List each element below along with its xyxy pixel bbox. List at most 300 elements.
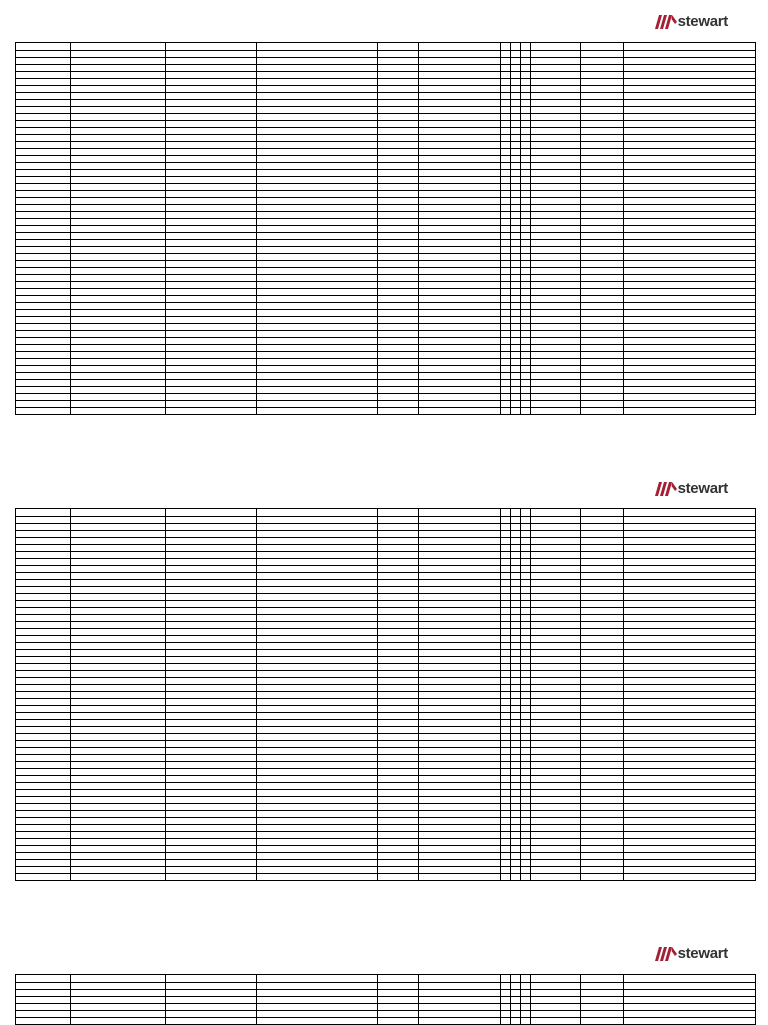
table-row	[16, 324, 756, 331]
table-cell	[501, 762, 511, 769]
table-cell	[378, 853, 419, 860]
table-cell	[166, 135, 257, 142]
table-cell	[71, 254, 166, 261]
table-cell	[166, 657, 257, 664]
table-row	[16, 727, 756, 734]
table-cell	[501, 380, 511, 387]
table-cell	[511, 317, 521, 324]
table-cell	[16, 531, 71, 538]
table-cell	[521, 170, 531, 177]
table-row	[16, 566, 756, 573]
table-cell	[501, 699, 511, 706]
table-row	[16, 65, 756, 72]
table-cell	[16, 509, 71, 517]
table-cell	[521, 531, 531, 538]
table-cell	[521, 219, 531, 226]
table-row	[16, 832, 756, 839]
table-cell	[521, 58, 531, 65]
table-cell	[71, 177, 166, 184]
table-cell	[378, 149, 419, 156]
table-cell	[531, 128, 581, 135]
table-cell	[257, 43, 378, 51]
table-cell	[511, 1011, 521, 1018]
table-row	[16, 545, 756, 552]
table-cell	[16, 163, 71, 170]
table-cell	[16, 254, 71, 261]
table-cell	[531, 268, 581, 275]
table-cell	[71, 706, 166, 713]
table-cell	[521, 156, 531, 163]
table-cell	[378, 990, 419, 997]
table-cell	[419, 282, 501, 289]
table-cell	[257, 615, 378, 622]
table-cell	[531, 643, 581, 650]
table-cell	[71, 345, 166, 352]
table-cell	[521, 380, 531, 387]
table-cell	[624, 811, 756, 818]
table-cell	[511, 163, 521, 170]
table-cell	[378, 762, 419, 769]
table-cell	[71, 135, 166, 142]
table-cell	[624, 601, 756, 608]
table-cell	[71, 846, 166, 853]
table-cell	[378, 43, 419, 51]
stewart-logo-text: stewart	[677, 480, 728, 497]
table-cell	[511, 43, 521, 51]
table-cell	[378, 699, 419, 706]
table-cell	[521, 310, 531, 317]
table-cell	[511, 552, 521, 559]
table-cell	[166, 282, 257, 289]
table-cell	[521, 198, 531, 205]
table-row	[16, 1011, 756, 1018]
table-cell	[581, 734, 624, 741]
table-cell	[531, 975, 581, 983]
table-cell	[378, 324, 419, 331]
table-cell	[419, 198, 501, 205]
table-cell	[378, 359, 419, 366]
table-cell	[501, 860, 511, 867]
table-cell	[531, 254, 581, 261]
table-row	[16, 818, 756, 825]
table-cell	[531, 678, 581, 685]
table-cell	[257, 727, 378, 734]
table-cell	[581, 128, 624, 135]
table-cell	[531, 352, 581, 359]
table-cell	[501, 811, 511, 818]
table-cell	[419, 755, 501, 762]
table-cell	[501, 692, 511, 699]
table-cell	[581, 997, 624, 1004]
table-cell	[378, 170, 419, 177]
table-cell	[501, 846, 511, 853]
table-cell	[419, 72, 501, 79]
table-cell	[378, 587, 419, 594]
table-cell	[521, 643, 531, 650]
table-cell	[378, 811, 419, 818]
table-cell	[419, 867, 501, 874]
table-cell	[531, 699, 581, 706]
table-cell	[511, 797, 521, 804]
table-cell	[624, 394, 756, 401]
table-row	[16, 783, 756, 790]
table-row	[16, 713, 756, 720]
table-cell	[501, 573, 511, 580]
table-cell	[257, 531, 378, 538]
table-cell	[166, 720, 257, 727]
table-cell	[257, 72, 378, 79]
table-cell	[531, 93, 581, 100]
table-cell	[257, 699, 378, 706]
table-row	[16, 657, 756, 664]
table-cell	[166, 846, 257, 853]
table-cell	[511, 170, 521, 177]
table-cell	[624, 219, 756, 226]
table-cell	[624, 776, 756, 783]
table-cell	[16, 58, 71, 65]
table-cell	[521, 629, 531, 636]
table-cell	[378, 531, 419, 538]
table-cell	[166, 366, 257, 373]
table-cell	[531, 867, 581, 874]
table-row	[16, 86, 756, 93]
table-cell	[419, 825, 501, 832]
table-cell	[419, 545, 501, 552]
table-cell	[501, 517, 511, 524]
table-cell	[624, 685, 756, 692]
table-cell	[531, 107, 581, 114]
table-cell	[624, 762, 756, 769]
table-cell	[257, 93, 378, 100]
table-cell	[531, 755, 581, 762]
table-cell	[531, 289, 581, 296]
table-cell	[624, 860, 756, 867]
table-cell	[511, 846, 521, 853]
table-cell	[531, 706, 581, 713]
table-cell	[521, 538, 531, 545]
table-row	[16, 359, 756, 366]
table-cell	[624, 338, 756, 345]
table-cell	[501, 629, 511, 636]
table-cell	[521, 650, 531, 657]
table-cell	[257, 671, 378, 678]
table-cell	[581, 156, 624, 163]
table-cell	[16, 93, 71, 100]
table-cell	[531, 650, 581, 657]
table-cell	[378, 846, 419, 853]
table-row	[16, 366, 756, 373]
table-cell	[166, 121, 257, 128]
table-cell	[624, 790, 756, 797]
table-cell	[624, 121, 756, 128]
table-cell	[16, 156, 71, 163]
table-cell	[624, 184, 756, 191]
table-cell	[581, 545, 624, 552]
table-cell	[71, 797, 166, 804]
table-cell	[419, 975, 501, 983]
table-cell	[419, 338, 501, 345]
table-cell	[501, 401, 511, 408]
table-cell	[581, 345, 624, 352]
table-cell	[419, 303, 501, 310]
table-cell	[166, 734, 257, 741]
table-cell	[501, 524, 511, 531]
table-cell	[16, 853, 71, 860]
table-cell	[378, 622, 419, 629]
table-cell	[624, 587, 756, 594]
table-cell	[419, 177, 501, 184]
table-cell	[511, 853, 521, 860]
table-cell	[378, 408, 419, 415]
table-cell	[501, 240, 511, 247]
table-cell	[531, 142, 581, 149]
table-cell	[419, 685, 501, 692]
table-cell	[257, 734, 378, 741]
table-cell	[419, 163, 501, 170]
table-cell	[624, 657, 756, 664]
table-cell	[624, 79, 756, 86]
table-cell	[531, 170, 581, 177]
table-cell	[501, 975, 511, 983]
table-cell	[581, 240, 624, 247]
table-cell	[419, 1018, 501, 1025]
table-cell	[71, 867, 166, 874]
table-cell	[624, 275, 756, 282]
table-cell	[257, 51, 378, 58]
table-cell	[511, 282, 521, 289]
table-cell	[419, 184, 501, 191]
table-cell	[166, 853, 257, 860]
table-cell	[521, 776, 531, 783]
table-cell	[419, 804, 501, 811]
table-cell	[501, 727, 511, 734]
table-cell	[511, 219, 521, 226]
table-cell	[166, 983, 257, 990]
table-cell	[501, 1018, 511, 1025]
table-cell	[71, 629, 166, 636]
table-cell	[16, 650, 71, 657]
table-cell	[521, 734, 531, 741]
table-cell	[257, 401, 378, 408]
table-cell	[257, 163, 378, 170]
table-cell	[257, 198, 378, 205]
table-cell	[71, 114, 166, 121]
table-cell	[511, 706, 521, 713]
table-cell	[166, 324, 257, 331]
table-cell	[521, 727, 531, 734]
table-cell	[378, 212, 419, 219]
table-cell	[257, 100, 378, 107]
table-row	[16, 650, 756, 657]
table-cell	[624, 142, 756, 149]
table-row	[16, 149, 756, 156]
table-cell	[521, 783, 531, 790]
table-cell	[581, 1004, 624, 1011]
table-cell	[257, 324, 378, 331]
table-cell	[501, 594, 511, 601]
table-cell	[521, 545, 531, 552]
table-cell	[419, 93, 501, 100]
table-cell	[71, 643, 166, 650]
table-cell	[71, 93, 166, 100]
table-cell	[71, 741, 166, 748]
table-cell	[257, 114, 378, 121]
table-header-row	[16, 975, 756, 983]
table-cell	[624, 509, 756, 517]
table-cell	[581, 1018, 624, 1025]
table-cell	[71, 261, 166, 268]
table-cell	[166, 65, 257, 72]
table-cell	[511, 373, 521, 380]
table-cell	[166, 408, 257, 415]
table-cell	[257, 983, 378, 990]
table-cell	[501, 121, 511, 128]
table-cell	[71, 86, 166, 93]
table-cell	[531, 720, 581, 727]
table-cell	[511, 657, 521, 664]
table-cell	[531, 629, 581, 636]
table-cell	[521, 233, 531, 240]
table-cell	[624, 615, 756, 622]
table-cell	[166, 975, 257, 983]
table-cell	[531, 573, 581, 580]
table-cell	[378, 310, 419, 317]
table-cell	[16, 72, 71, 79]
table-cell	[71, 380, 166, 387]
table-cell	[624, 128, 756, 135]
table-cell	[71, 874, 166, 881]
table-cell	[257, 408, 378, 415]
table-row	[16, 867, 756, 874]
table-cell	[531, 65, 581, 72]
table-cell	[501, 601, 511, 608]
table-cell	[531, 149, 581, 156]
table-cell	[16, 997, 71, 1004]
table-cell	[257, 839, 378, 846]
table-cell	[16, 811, 71, 818]
table-cell	[16, 198, 71, 205]
table-cell	[16, 331, 71, 338]
table-cell	[257, 86, 378, 93]
table-row	[16, 177, 756, 184]
table-cell	[581, 233, 624, 240]
table-cell	[257, 664, 378, 671]
table-row	[16, 559, 756, 566]
table-cell	[257, 552, 378, 559]
table-cell	[419, 170, 501, 177]
table-cell	[511, 1018, 521, 1025]
table-cell	[16, 380, 71, 387]
table-cell	[501, 100, 511, 107]
table-cell	[581, 818, 624, 825]
table-cell	[511, 629, 521, 636]
table-cell	[521, 43, 531, 51]
table-cell	[166, 538, 257, 545]
table-cell	[511, 748, 521, 755]
table-cell	[521, 601, 531, 608]
table-cell	[521, 566, 531, 573]
table-cell	[501, 615, 511, 622]
table-cell	[166, 163, 257, 170]
table-row	[16, 184, 756, 191]
table-cell	[531, 373, 581, 380]
table-cell	[581, 692, 624, 699]
table-cell	[624, 629, 756, 636]
table-cell	[521, 387, 531, 394]
table-cell	[501, 359, 511, 366]
table-cell	[16, 545, 71, 552]
table-cell	[71, 296, 166, 303]
table-cell	[71, 713, 166, 720]
table-header-row	[16, 509, 756, 517]
table-cell	[419, 247, 501, 254]
table-cell	[378, 1004, 419, 1011]
table-row	[16, 51, 756, 58]
table-cell	[166, 517, 257, 524]
table-cell	[166, 380, 257, 387]
table-cell	[501, 755, 511, 762]
table-cell	[624, 107, 756, 114]
table-cell	[16, 839, 71, 846]
table-cell	[16, 748, 71, 755]
table-cell	[257, 345, 378, 352]
table-cell	[419, 552, 501, 559]
table-cell	[624, 170, 756, 177]
table-cell	[166, 615, 257, 622]
table-cell	[581, 776, 624, 783]
table-cell	[16, 114, 71, 121]
table-cell	[624, 93, 756, 100]
table-cell	[501, 331, 511, 338]
table-cell	[71, 825, 166, 832]
table-cell	[531, 282, 581, 289]
table-cell	[521, 608, 531, 615]
table-cell	[71, 408, 166, 415]
table-row	[16, 380, 756, 387]
table-cell	[581, 601, 624, 608]
table-cell	[581, 163, 624, 170]
table-cell	[166, 51, 257, 58]
table-cell	[511, 678, 521, 685]
table-cell	[501, 247, 511, 254]
table-cell	[378, 860, 419, 867]
table-cell	[624, 317, 756, 324]
table-cell	[624, 401, 756, 408]
table-cell	[71, 121, 166, 128]
table-row	[16, 156, 756, 163]
table-cell	[501, 205, 511, 212]
table-cell	[501, 254, 511, 261]
table-cell	[378, 580, 419, 587]
table-row	[16, 524, 756, 531]
table-cell	[16, 128, 71, 135]
table-cell	[419, 706, 501, 713]
table-cell	[521, 692, 531, 699]
table-cell	[624, 990, 756, 997]
table-cell	[624, 177, 756, 184]
table-row	[16, 531, 756, 538]
table-cell	[378, 373, 419, 380]
table-cell	[624, 331, 756, 338]
table-cell	[166, 509, 257, 517]
table-cell	[581, 401, 624, 408]
table-cell	[624, 622, 756, 629]
table-cell	[501, 545, 511, 552]
table-cell	[581, 517, 624, 524]
table-cell	[378, 338, 419, 345]
table-cell	[511, 818, 521, 825]
table-cell	[257, 657, 378, 664]
